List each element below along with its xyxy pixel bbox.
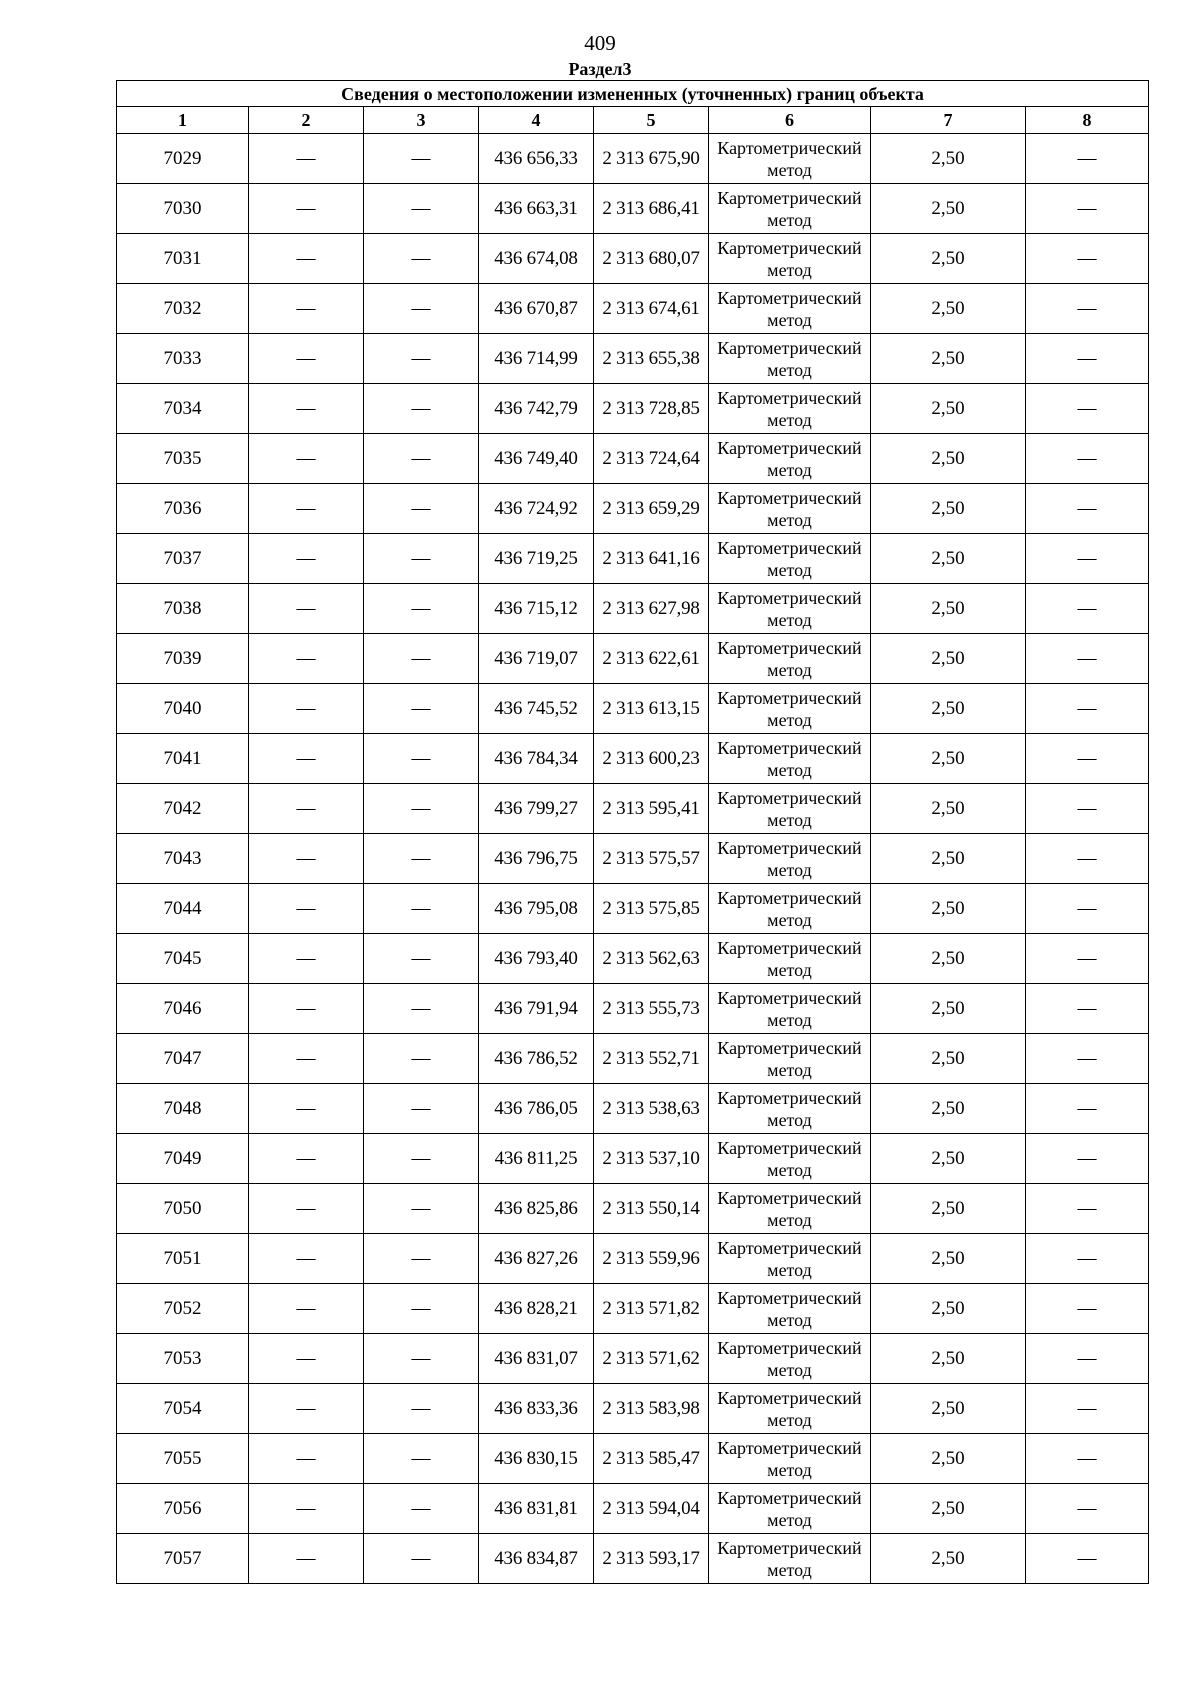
empty-cell: — (249, 1484, 364, 1534)
y-coordinate-cell: 2 313 538,63 (594, 1084, 709, 1134)
table-row (117, 334, 1149, 384)
method-cell: Картометрический метод (709, 684, 871, 734)
y-coordinate-cell: 2 313 659,29 (594, 484, 709, 534)
table-row (117, 734, 1149, 784)
method-cell: Картометрический метод (709, 134, 871, 184)
point-number-cell: 7030 (117, 184, 249, 234)
empty-cell: — (364, 734, 479, 784)
method-cell: Картометрический метод (709, 1384, 871, 1434)
table-row (117, 534, 1149, 584)
x-coordinate-cell: 436 831,81 (479, 1484, 594, 1534)
table-row (117, 1384, 1149, 1434)
empty-cell: — (364, 1384, 479, 1434)
y-coordinate-cell: 2 313 552,71 (594, 1034, 709, 1084)
x-coordinate-cell: 436 828,21 (479, 1284, 594, 1334)
column-number: 7 (871, 107, 1026, 134)
x-coordinate-cell: 436 825,86 (479, 1184, 594, 1234)
table-caption: Сведения о местоположении измененных (уточненных) границ объекта (117, 81, 1149, 107)
empty-cell: — (364, 134, 479, 184)
method-cell: Картометрический метод (709, 984, 871, 1034)
method-cell: Картометрический метод (709, 1134, 871, 1184)
method-cell: Картометрический метод (709, 1484, 871, 1534)
empty-cell: — (249, 384, 364, 434)
empty-cell: — (364, 1484, 479, 1534)
method-cell: Картометрический метод (709, 1334, 871, 1384)
accuracy-cell: 2,50 (871, 1484, 1026, 1534)
empty-cell: — (249, 1084, 364, 1134)
table-row (117, 234, 1149, 284)
method-cell: Картометрический метод (709, 784, 871, 834)
accuracy-cell: 2,50 (871, 184, 1026, 234)
accuracy-cell: 2,50 (871, 984, 1026, 1034)
x-coordinate-cell: 436 742,79 (479, 384, 594, 434)
y-coordinate-cell: 2 313 562,63 (594, 934, 709, 984)
x-coordinate-cell: 436 795,08 (479, 884, 594, 934)
empty-cell: — (364, 834, 479, 884)
x-coordinate-cell: 436 830,15 (479, 1434, 594, 1484)
empty-cell: — (1026, 434, 1149, 484)
table-row (117, 984, 1149, 1034)
y-coordinate-cell: 2 313 594,04 (594, 1484, 709, 1534)
empty-cell: — (1026, 334, 1149, 384)
accuracy-cell: 2,50 (871, 1384, 1026, 1434)
accuracy-cell: 2,50 (871, 934, 1026, 984)
method-cell: Картометрический метод (709, 1084, 871, 1134)
empty-cell: — (249, 134, 364, 184)
y-coordinate-cell: 2 313 675,90 (594, 134, 709, 184)
method-cell: Картометрический метод (709, 734, 871, 784)
table-row (117, 934, 1149, 984)
point-number-cell: 7036 (117, 484, 249, 534)
x-coordinate-cell: 436 791,94 (479, 984, 594, 1034)
y-coordinate-cell: 2 313 674,61 (594, 284, 709, 334)
y-coordinate-cell: 2 313 571,82 (594, 1284, 709, 1334)
x-coordinate-cell: 436 799,27 (479, 784, 594, 834)
accuracy-cell: 2,50 (871, 1334, 1026, 1384)
accuracy-cell: 2,50 (871, 434, 1026, 484)
empty-cell: — (1026, 534, 1149, 584)
empty-cell: — (364, 434, 479, 484)
method-cell: Картометрический метод (709, 634, 871, 684)
x-coordinate-cell: 436 715,12 (479, 584, 594, 634)
empty-cell: — (1026, 1134, 1149, 1184)
empty-cell: — (1026, 1534, 1149, 1584)
empty-cell: — (364, 1184, 479, 1234)
table-row (117, 1534, 1149, 1584)
x-coordinate-cell: 436 745,52 (479, 684, 594, 734)
point-number-cell: 7048 (117, 1084, 249, 1134)
empty-cell: — (249, 1334, 364, 1384)
y-coordinate-cell: 2 313 686,41 (594, 184, 709, 234)
y-coordinate-cell: 2 313 655,38 (594, 334, 709, 384)
empty-cell: — (249, 184, 364, 234)
empty-cell: — (364, 1034, 479, 1084)
x-coordinate-cell: 436 786,05 (479, 1084, 594, 1134)
y-coordinate-cell: 2 313 575,57 (594, 834, 709, 884)
accuracy-cell: 2,50 (871, 1284, 1026, 1334)
empty-cell: — (1026, 1484, 1149, 1534)
empty-cell: — (364, 634, 479, 684)
y-coordinate-cell: 2 313 600,23 (594, 734, 709, 784)
empty-cell: — (249, 1284, 364, 1334)
empty-cell: — (249, 984, 364, 1034)
empty-cell: — (249, 684, 364, 734)
empty-cell: — (364, 1534, 479, 1584)
empty-cell: — (364, 1084, 479, 1134)
empty-cell: — (249, 1234, 364, 1284)
empty-cell: — (364, 384, 479, 434)
y-coordinate-cell: 2 313 641,16 (594, 534, 709, 584)
x-coordinate-cell: 436 833,36 (479, 1384, 594, 1434)
empty-cell: — (249, 1384, 364, 1434)
point-number-cell: 7044 (117, 884, 249, 934)
point-number-cell: 7043 (117, 834, 249, 884)
empty-cell: — (249, 1134, 364, 1184)
empty-cell: — (1026, 784, 1149, 834)
empty-cell: — (249, 1434, 364, 1484)
method-cell: Картометрический метод (709, 234, 871, 284)
table-row (117, 1434, 1149, 1484)
x-coordinate-cell: 436 714,99 (479, 334, 594, 384)
method-cell: Картометрический метод (709, 1234, 871, 1284)
point-number-cell: 7029 (117, 134, 249, 184)
point-number-cell: 7038 (117, 584, 249, 634)
method-cell: Картометрический метод (709, 1534, 871, 1584)
method-cell: Картометрический метод (709, 534, 871, 584)
y-coordinate-cell: 2 313 728,85 (594, 384, 709, 434)
y-coordinate-cell: 2 313 571,62 (594, 1334, 709, 1384)
empty-cell: — (364, 934, 479, 984)
table-row (117, 584, 1149, 634)
table-row (117, 884, 1149, 934)
point-number-cell: 7056 (117, 1484, 249, 1534)
x-coordinate-cell: 436 834,87 (479, 1534, 594, 1584)
x-coordinate-cell: 436 656,33 (479, 134, 594, 184)
column-number-row (117, 107, 1149, 134)
x-coordinate-cell: 436 784,34 (479, 734, 594, 784)
y-coordinate-cell: 2 313 593,17 (594, 1534, 709, 1584)
accuracy-cell: 2,50 (871, 834, 1026, 884)
accuracy-cell: 2,50 (871, 684, 1026, 734)
y-coordinate-cell: 2 313 559,96 (594, 1234, 709, 1284)
x-coordinate-cell: 436 796,75 (479, 834, 594, 884)
y-coordinate-cell: 2 313 595,41 (594, 784, 709, 834)
column-number: 4 (479, 107, 594, 134)
table-row (117, 1484, 1149, 1534)
column-number: 5 (594, 107, 709, 134)
accuracy-cell: 2,50 (871, 1184, 1026, 1234)
empty-cell: — (364, 1134, 479, 1184)
x-coordinate-cell: 436 663,31 (479, 184, 594, 234)
y-coordinate-cell: 2 313 550,14 (594, 1184, 709, 1234)
accuracy-cell: 2,50 (871, 334, 1026, 384)
y-coordinate-cell: 2 313 575,85 (594, 884, 709, 934)
x-coordinate-cell: 436 831,07 (479, 1334, 594, 1384)
column-number: 3 (364, 107, 479, 134)
x-coordinate-cell: 436 827,26 (479, 1234, 594, 1284)
x-coordinate-cell: 436 749,40 (479, 434, 594, 484)
empty-cell: — (1026, 234, 1149, 284)
point-number-cell: 7032 (117, 284, 249, 334)
point-number-cell: 7049 (117, 1134, 249, 1184)
x-coordinate-cell: 436 719,07 (479, 634, 594, 684)
empty-cell: — (1026, 484, 1149, 534)
empty-cell: — (364, 334, 479, 384)
point-number-cell: 7035 (117, 434, 249, 484)
accuracy-cell: 2,50 (871, 734, 1026, 784)
empty-cell: — (249, 1184, 364, 1234)
method-cell: Картометрический метод (709, 1284, 871, 1334)
empty-cell: — (1026, 1034, 1149, 1084)
empty-cell: — (1026, 384, 1149, 434)
method-cell: Картометрический метод (709, 384, 871, 434)
empty-cell: — (1026, 134, 1149, 184)
accuracy-cell: 2,50 (871, 1234, 1026, 1284)
empty-cell: — (364, 984, 479, 1034)
x-coordinate-cell: 436 786,52 (479, 1034, 594, 1084)
empty-cell: — (249, 284, 364, 334)
point-number-cell: 7042 (117, 784, 249, 834)
method-cell: Картометрический метод (709, 484, 871, 534)
table-row (117, 134, 1149, 184)
empty-cell: — (1026, 734, 1149, 784)
y-coordinate-cell: 2 313 627,98 (594, 584, 709, 634)
point-number-cell: 7046 (117, 984, 249, 1034)
empty-cell: — (1026, 984, 1149, 1034)
method-cell: Картометрический метод (709, 334, 871, 384)
empty-cell: — (364, 684, 479, 734)
empty-cell: — (249, 834, 364, 884)
empty-cell: — (1026, 1284, 1149, 1334)
accuracy-cell: 2,50 (871, 484, 1026, 534)
point-number-cell: 7045 (117, 934, 249, 984)
x-coordinate-cell: 436 674,08 (479, 234, 594, 284)
empty-cell: — (249, 1034, 364, 1084)
point-number-cell: 7040 (117, 684, 249, 734)
empty-cell: — (364, 884, 479, 934)
empty-cell: — (1026, 1434, 1149, 1484)
table-row (117, 1134, 1149, 1184)
accuracy-cell: 2,50 (871, 1534, 1026, 1584)
method-cell: Картометрический метод (709, 434, 871, 484)
empty-cell: — (1026, 934, 1149, 984)
y-coordinate-cell: 2 313 537,10 (594, 1134, 709, 1184)
table-row (117, 684, 1149, 734)
point-number-cell: 7057 (117, 1534, 249, 1584)
empty-cell: — (1026, 884, 1149, 934)
empty-cell: — (1026, 284, 1149, 334)
empty-cell: — (364, 484, 479, 534)
table-row (117, 1184, 1149, 1234)
empty-cell: — (249, 584, 364, 634)
table-row (117, 284, 1149, 334)
section-title: Раздел3 (568, 59, 632, 79)
empty-cell: — (249, 884, 364, 934)
point-number-cell: 7039 (117, 634, 249, 684)
empty-cell: — (1026, 1084, 1149, 1134)
empty-cell: — (249, 534, 364, 584)
table-row (117, 184, 1149, 234)
empty-cell: — (1026, 1234, 1149, 1284)
point-number-cell: 7051 (117, 1234, 249, 1284)
accuracy-cell: 2,50 (871, 234, 1026, 284)
point-number-cell: 7033 (117, 334, 249, 384)
empty-cell: — (249, 1534, 364, 1584)
accuracy-cell: 2,50 (871, 634, 1026, 684)
page-number: 409 (584, 31, 616, 55)
accuracy-cell: 2,50 (871, 884, 1026, 934)
point-number-cell: 7052 (117, 1284, 249, 1334)
y-coordinate-cell: 2 313 622,61 (594, 634, 709, 684)
point-number-cell: 7047 (117, 1034, 249, 1084)
empty-cell: — (1026, 684, 1149, 734)
table-caption-row (117, 81, 1149, 107)
point-number-cell: 7050 (117, 1184, 249, 1234)
empty-cell: — (364, 1334, 479, 1384)
method-cell: Картометрический метод (709, 834, 871, 884)
empty-cell: — (249, 334, 364, 384)
column-number: 1 (117, 107, 249, 134)
method-cell: Картометрический метод (709, 184, 871, 234)
accuracy-cell: 2,50 (871, 134, 1026, 184)
y-coordinate-cell: 2 313 555,73 (594, 984, 709, 1034)
empty-cell: — (1026, 584, 1149, 634)
table-row (117, 634, 1149, 684)
method-cell: Картометрический метод (709, 284, 871, 334)
empty-cell: — (364, 234, 479, 284)
empty-cell: — (1026, 1384, 1149, 1434)
empty-cell: — (1026, 834, 1149, 884)
accuracy-cell: 2,50 (871, 1434, 1026, 1484)
empty-cell: — (364, 1284, 479, 1334)
empty-cell: — (1026, 634, 1149, 684)
column-number: 6 (709, 107, 871, 134)
point-number-cell: 7031 (117, 234, 249, 284)
table-row (117, 1084, 1149, 1134)
empty-cell: — (1026, 1184, 1149, 1234)
method-cell: Картометрический метод (709, 1034, 871, 1084)
table-body (117, 134, 1149, 1584)
empty-cell: — (364, 784, 479, 834)
table-row (117, 1334, 1149, 1384)
point-number-cell: 7054 (117, 1384, 249, 1434)
accuracy-cell: 2,50 (871, 584, 1026, 634)
table-row (117, 1284, 1149, 1334)
method-cell: Картометрический метод (709, 1184, 871, 1234)
x-coordinate-cell: 436 670,87 (479, 284, 594, 334)
boundary-coordinates-table (116, 80, 1149, 1584)
column-number: 8 (1026, 107, 1149, 134)
method-cell: Картометрический метод (709, 934, 871, 984)
empty-cell: — (1026, 1334, 1149, 1384)
table-row (117, 784, 1149, 834)
accuracy-cell: 2,50 (871, 1084, 1026, 1134)
empty-cell: — (249, 634, 364, 684)
table-row (117, 1234, 1149, 1284)
table-row (117, 434, 1149, 484)
point-number-cell: 7041 (117, 734, 249, 784)
empty-cell: — (249, 734, 364, 784)
table-row (117, 484, 1149, 534)
empty-cell: — (249, 784, 364, 834)
y-coordinate-cell: 2 313 583,98 (594, 1384, 709, 1434)
x-coordinate-cell: 436 719,25 (479, 534, 594, 584)
empty-cell: — (364, 534, 479, 584)
empty-cell: — (249, 484, 364, 534)
accuracy-cell: 2,50 (871, 384, 1026, 434)
point-number-cell: 7055 (117, 1434, 249, 1484)
empty-cell: — (364, 1234, 479, 1284)
accuracy-cell: 2,50 (871, 284, 1026, 334)
table-row (117, 384, 1149, 434)
x-coordinate-cell: 436 793,40 (479, 934, 594, 984)
accuracy-cell: 2,50 (871, 1034, 1026, 1084)
y-coordinate-cell: 2 313 613,15 (594, 684, 709, 734)
empty-cell: — (249, 434, 364, 484)
y-coordinate-cell: 2 313 680,07 (594, 234, 709, 284)
empty-cell: — (364, 184, 479, 234)
point-number-cell: 7037 (117, 534, 249, 584)
table-row (117, 1034, 1149, 1084)
x-coordinate-cell: 436 724,92 (479, 484, 594, 534)
empty-cell: — (364, 284, 479, 334)
empty-cell: — (364, 584, 479, 634)
empty-cell: — (249, 934, 364, 984)
y-coordinate-cell: 2 313 585,47 (594, 1434, 709, 1484)
empty-cell: — (249, 234, 364, 284)
x-coordinate-cell: 436 811,25 (479, 1134, 594, 1184)
method-cell: Картометрический метод (709, 1434, 871, 1484)
accuracy-cell: 2,50 (871, 1134, 1026, 1184)
method-cell: Картометрический метод (709, 584, 871, 634)
accuracy-cell: 2,50 (871, 784, 1026, 834)
accuracy-cell: 2,50 (871, 534, 1026, 584)
method-cell: Картометрический метод (709, 884, 871, 934)
y-coordinate-cell: 2 313 724,64 (594, 434, 709, 484)
column-number: 2 (249, 107, 364, 134)
table-row (117, 834, 1149, 884)
point-number-cell: 7053 (117, 1334, 249, 1384)
empty-cell: — (1026, 184, 1149, 234)
empty-cell: — (364, 1434, 479, 1484)
point-number-cell: 7034 (117, 384, 249, 434)
